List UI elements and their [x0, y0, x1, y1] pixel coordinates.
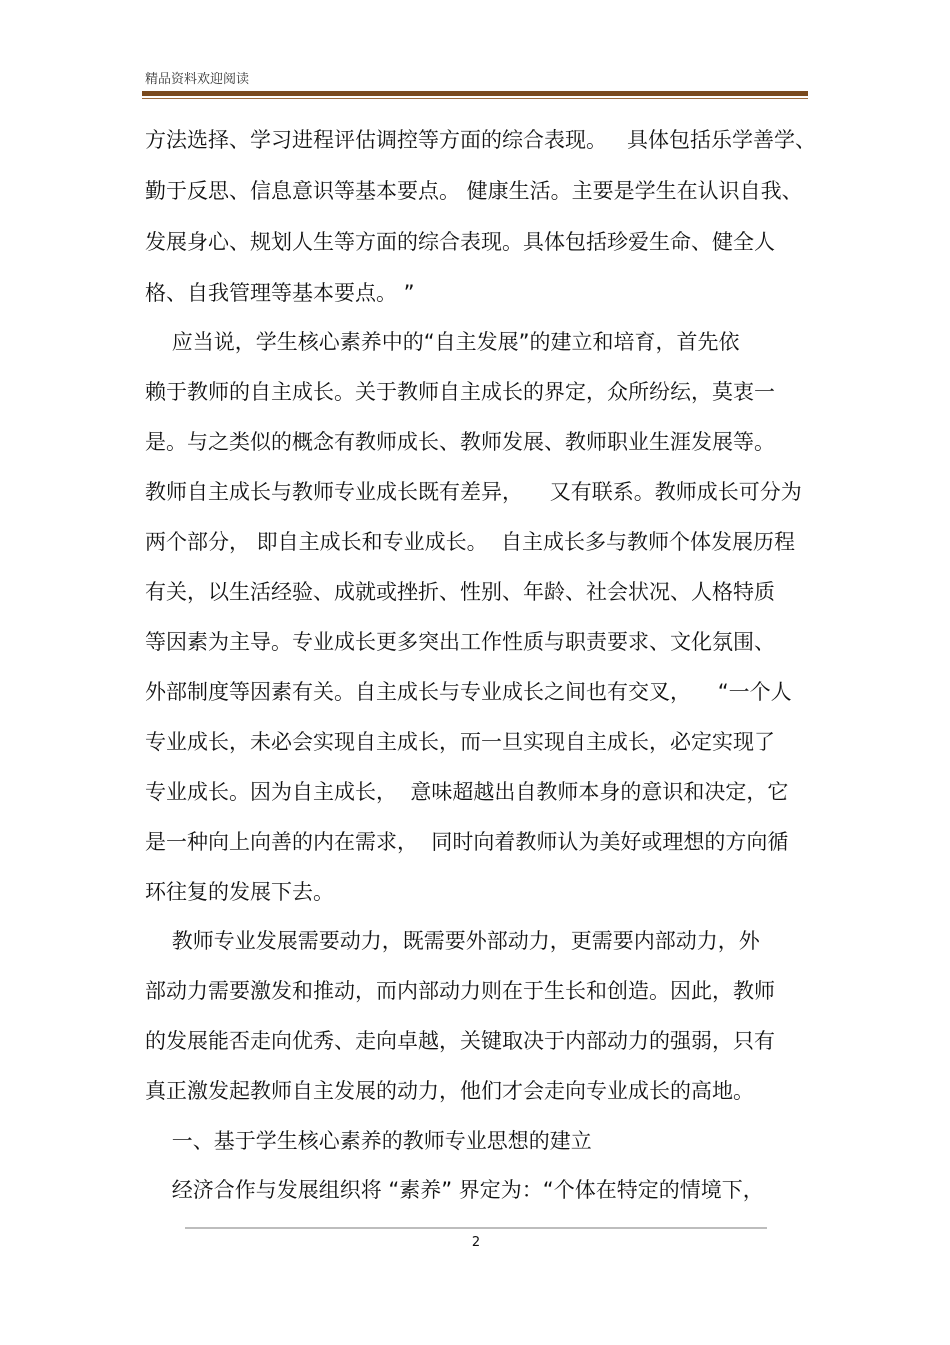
body-text-line: 的发展能否走向优秀、走向卓越，关键取决于内部动力的强弱，只有 — [145, 1029, 775, 1053]
body-text-line: 赖于教师的自主成长。关于教师自主成长的界定，众所纷纭，莫衷一 — [145, 380, 775, 404]
body-text-line: 环往复的发展下去。 — [145, 880, 334, 904]
footer-divider — [185, 1227, 767, 1229]
header-text: 精品资料欢迎阅读 — [145, 72, 250, 87]
body-text-line: 发展身心、规划人生等方面的综合表现。具体包括珍爱生命、健全人 — [145, 230, 775, 254]
body-text-line: 格、自我管理等基本要点。 ” — [145, 281, 415, 305]
body-text-line: 真正激发起教师自主发展的动力，他们才会走向专业成长的高地。 — [145, 1079, 754, 1103]
body-text-line: 外部制度等因素有关。自主成长与专业成长之间也有交叉， “一个人 — [145, 680, 792, 704]
body-text-line: 是一种向上向善的内在需求， 同时向着教师认为美好或理想的方向循 — [145, 830, 789, 854]
body-text-line: 有关，以生活经验、成就或挫折、性别、年龄、社会状况、人格特质 — [145, 580, 775, 604]
body-text-line: 教师自主成长与教师专业成长既有差异， 又有联系。教师成长可分为 — [145, 480, 802, 504]
header-divider — [142, 91, 808, 96]
body-text-line: 应当说，学生核心素养中的“自主发展”的建立和培育，首先依 — [145, 330, 740, 354]
page-number: 2 — [471, 1235, 481, 1250]
body-text-line: 教师专业发展需要动力，既需要外部动力，更需要内部动力，外 — [145, 929, 760, 953]
body-text-line: 两个部分， 即自主成长和专业成长。 自主成长多与教师个体发展历程 — [145, 530, 796, 554]
body-text-line: 是。与之类似的概念有教师成长、教师发展、教师职业生涯发展等。 — [145, 430, 775, 454]
header-divider-thin — [142, 98, 808, 99]
body-text-line: 等因素为主导。专业成长更多突出工作性质与职责要求、文化氛围、 — [145, 630, 775, 654]
section-heading: 一、基于学生核心素养的教师专业思想的建立 — [145, 1129, 592, 1153]
body-text-line: 经济合作与发展组织将 “素养” 界定为：“个体在特定的情境下， — [145, 1178, 764, 1202]
body-text-line: 专业成长。因为自主成长， 意味超越出自教师本身的意识和决定，它 — [145, 780, 789, 804]
body-text-line: 方法选择、学习进程评估调控等方面的综合表现。 具体包括乐学善学、 — [145, 128, 817, 152]
body-text-line: 勤于反思、信息意识等基本要点。 健康生活。主要是学生在认识自我、 — [145, 179, 803, 203]
body-text-line: 专业成长，未必会实现自主成长，而一旦实现自主成长，必定实现了 — [145, 730, 775, 754]
body-text-line: 部动力需要激发和推动，而内部动力则在于生长和创造。因此，教师 — [145, 979, 775, 1003]
